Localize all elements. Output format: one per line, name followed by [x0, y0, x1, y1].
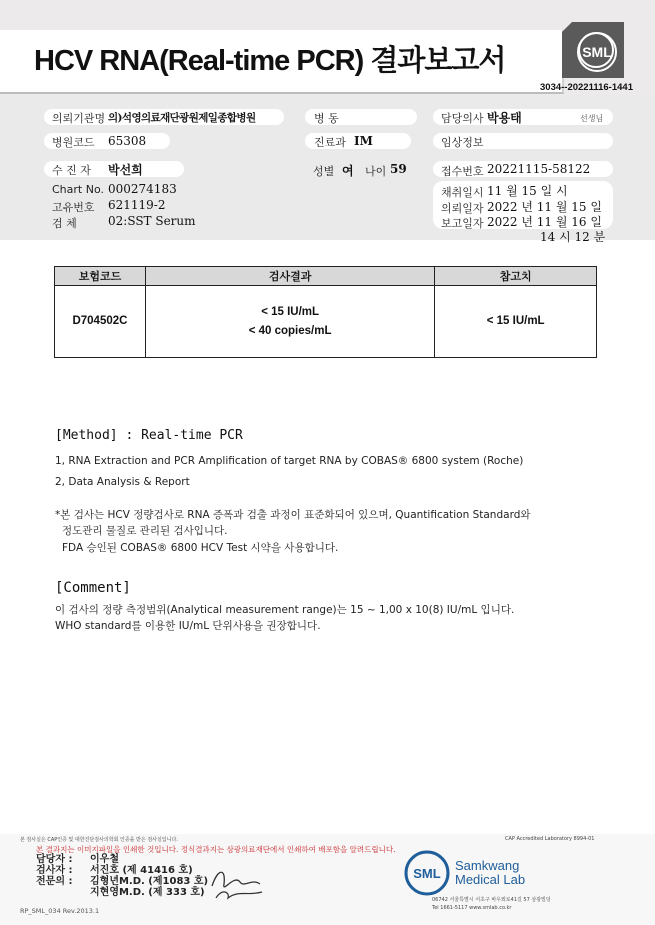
unique-no-label: 고유번호	[52, 201, 95, 214]
unique-no-value: 621119-2	[108, 198, 166, 212]
lab-name-line-1: Samkwang	[455, 858, 520, 873]
doctor-value: 박용태	[487, 111, 522, 125]
test-result-cell	[145, 286, 434, 358]
method-line-1: 1, RNA Extraction and PCR Amplification of target RNA by COBAS® 6800 system (Roche)	[55, 455, 524, 467]
footer-fine-print: 본 검사실은 CAP인증 및 대한진단검사의학회 인증을 받은 검사실입니다.	[20, 837, 178, 843]
doctor-label: 담당의사	[441, 112, 484, 125]
receipt-value: 20221115-58122	[487, 162, 591, 176]
samkwang-logo-icon	[404, 850, 450, 896]
method-note-3: FDA 승인된 COBAS® 6800 HCV Test 시약을 사용합니다.	[62, 542, 339, 554]
comment-title: [Comment]	[55, 580, 131, 596]
dept-value: IM	[354, 134, 373, 148]
institution-label: 의뢰기관명	[52, 112, 106, 125]
lab-address: 06742 서울특별시 서초구 바우뫼로41길 57 삼광빌딩	[432, 897, 551, 903]
ward-label: 병 동	[314, 112, 339, 125]
report-label: 보고일자	[441, 217, 484, 230]
in-charge-label: 담당자 :	[36, 854, 73, 865]
patient-name-value: 박선희	[108, 163, 143, 177]
age-value: 59	[390, 162, 407, 176]
examiner-label: 검사자 :	[36, 865, 73, 876]
collect-label: 채취일시	[441, 186, 484, 199]
sml-logo-text: SML	[577, 32, 617, 72]
method-title: [Method] : Real-time PCR	[55, 428, 243, 443]
specialist-2: 지현영M.D. (제 333 호)	[90, 887, 205, 898]
patient-name-label: 수 진 자	[52, 164, 91, 177]
doc-number-line-1: 3034--20221116-1441	[540, 82, 633, 93]
form-number: RP_SML_034 Rev.2013.1	[20, 907, 100, 915]
method-note-1: *본 검사는 HCV 정량검사로 RNA 증폭과 검출 과정이 표준화되어 있으며, Quantification Standard와	[55, 509, 531, 521]
result-iu: < 15 IU/mL	[261, 305, 320, 318]
report-time: 14 시 12 분	[540, 230, 606, 244]
table-row	[55, 286, 597, 358]
sex-label: 성별	[313, 165, 335, 178]
lab-logo-text: SML	[413, 866, 441, 881]
in-charge-value: 이우철	[90, 854, 119, 865]
result-table	[54, 266, 597, 358]
report-value: 2022 년 11 월 16 일	[487, 215, 602, 229]
collect-value: 11 월 15 일 시	[487, 184, 568, 198]
cap-accreditation-text: CAP Accredited Laboratory 8994-01	[505, 836, 595, 842]
print-notice: 본 결과지는 이미지파일을 인쇄한 것입니다. 정식결과지는 삼광의료재단에서 인쇄하여 배포함을 알려드립니다.	[36, 845, 396, 854]
chart-no-label: Chart No.	[52, 183, 104, 196]
lab-name	[455, 859, 525, 887]
comment-line-1: 이 검사의 정량 측정범위(Analytical measurement range)는 15 ~ 1,00 x 10(8) IU/mL 입니다.	[55, 604, 515, 616]
specialist-1: 김형년M.D. (제1083 호)	[90, 876, 209, 887]
insurance-code-cell: D704502C	[55, 286, 146, 358]
method-line-2: 2, Data Analysis & Report	[55, 476, 190, 488]
chart-no-value: 000274183	[108, 182, 177, 196]
lab-contact: Tel 1661-5117 www.smlab.co.kr	[432, 905, 512, 911]
doctor-suffix: 선생님	[580, 114, 604, 123]
institution-value: 의)석영의료재단광원제일종합병원	[108, 112, 256, 124]
dept-label: 진료과	[314, 136, 346, 149]
reference-cell: < 15 IU/mL	[435, 286, 597, 358]
sex-value: 여	[342, 164, 354, 178]
examiner-value: 서진호 (제 41416 호)	[90, 865, 193, 876]
header-test-result: 검사결과	[145, 267, 434, 286]
header-insurance-code: 보험코드	[55, 267, 146, 286]
specialist-label: 전문의 :	[36, 876, 73, 887]
request-label: 의뢰일자	[441, 202, 484, 215]
hospital-code-label: 병원코드	[52, 136, 95, 149]
result-table-header	[55, 267, 597, 286]
comment-line-2: WHO standard를 이용한 IU/mL 단위사용을 권장합니다.	[55, 620, 321, 632]
method-note-2: 정도관리 물질로 관리된 검사입니다.	[62, 525, 228, 537]
request-value: 2022 년 11 월 15 일	[487, 200, 602, 214]
header-reference: 참고치	[435, 267, 597, 286]
specimen-label: 검 체	[52, 217, 77, 230]
specimen-value: 02:SST Serum	[108, 214, 196, 228]
handwritten-signatures	[208, 862, 268, 902]
result-copies: < 40 copies/mL	[248, 324, 332, 337]
page-title: HCV RNA(Real-time PCR) 결과보고서	[34, 45, 506, 77]
receipt-label: 접수번호	[441, 165, 484, 178]
lab-name-line-2: Medical Lab	[455, 872, 526, 887]
hospital-code-value: 65308	[108, 134, 147, 148]
age-label: 나이	[365, 165, 387, 178]
clinical-info-label: 임상정보	[441, 136, 484, 149]
